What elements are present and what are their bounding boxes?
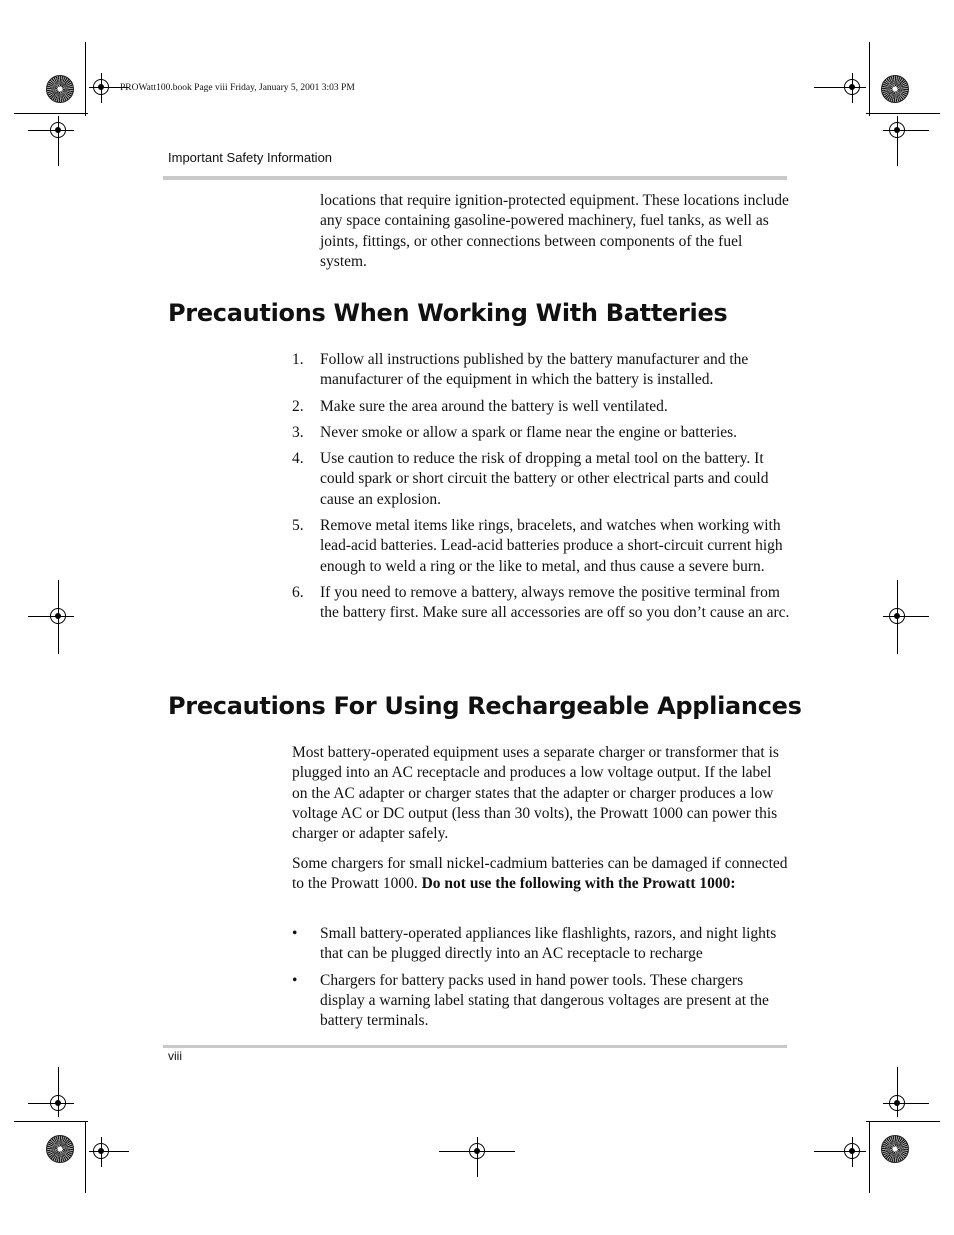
list-item-text: Chargers for battery packs used in hand power tools. These chargers display a warning label stating that dangerous voltages are present at the battery terminals. — [320, 971, 769, 1030]
appliances-paragraph-1: Most battery-operated equipment uses a separate charger or transformer that is plugged into an AC receptacle and produces a low voltage output. If the label on the AC adapter or charger states that the adapter or charger produces a low voltage AC or DC output (less than 30 volts), the Prowatt 1000 can power this charger or adapter safely. — [292, 744, 779, 843]
list-item-text: Never smoke or allow a spark or flame near the engine or batteries. — [320, 423, 738, 441]
list-item-text: Small battery-operated appliances like flashlights, razors, and night lights that can be plugged directly into an AC receptacle to recharge — [320, 925, 777, 963]
crop-mark — [85, 1121, 86, 1193]
list-number: 5. — [292, 517, 304, 535]
color-wheel-icon — [881, 75, 909, 103]
list-item-text: Remove metal items like rings, bracelets, and watches when working with lead-acid batteries. Lead-acid batteries produce a short-circuit current high enough to weld a ring or the like to metal, and thus cause a severe burn. — [320, 517, 783, 575]
list-item — [292, 449, 790, 510]
header-rule — [163, 176, 787, 180]
bullet-icon: • — [292, 925, 298, 942]
list-item — [292, 971, 790, 1032]
crop-mark — [869, 42, 870, 116]
running-head: Important Safety Information — [168, 150, 333, 165]
color-wheel-icon — [46, 75, 74, 103]
footer-rule — [163, 1045, 787, 1048]
list-number: 3. — [292, 423, 304, 441]
appliances-paragraph-2 — [292, 854, 790, 895]
list-item — [292, 516, 790, 577]
list-item-text: Use caution to reduce the risk of dropping a metal tool on the battery. It could spark or short circuit the battery or other electrical parts and could cause an explosion. — [320, 450, 769, 508]
list-item-text: Follow all instructions published by the battery manufacturer and the manufacturer of the equipment in which the battery is installed. — [320, 351, 749, 389]
crop-mark — [14, 113, 88, 114]
appliances-paragraph-2-text: Some chargers for small nickel-cadmium batteries can be damaged if connected to the Prowatt 1000. — [292, 855, 788, 893]
battery-precautions-list — [292, 350, 790, 630]
section-heading-batteries: Precautions When Working With Batteries — [168, 299, 728, 327]
color-wheel-icon — [881, 1135, 909, 1163]
list-number: 2. — [292, 397, 304, 415]
bullet-icon: • — [292, 971, 298, 989]
list-item — [292, 350, 790, 391]
crop-mark — [866, 1121, 940, 1122]
intro-paragraph: locations that require ignition-protected equipment. These locations include any space containing gasoline-powered machinery, fuel tanks, as well as joints, fittings, or other connections between components of the fuel system. — [320, 192, 789, 270]
crop-mark — [14, 1121, 88, 1122]
crop-mark — [869, 1121, 870, 1193]
crop-mark — [85, 42, 86, 116]
list-number: 6. — [292, 583, 304, 601]
list-item-text: Make sure the area around the battery is well ventilated. — [320, 397, 668, 415]
list-item — [292, 583, 790, 624]
section-heading-appliances: Precautions For Using Rechargeable Appliances — [168, 692, 802, 720]
list-item — [292, 924, 790, 965]
list-number: 1. — [292, 351, 304, 368]
list-item — [292, 423, 790, 443]
appliances-bullet-list — [292, 924, 790, 1037]
list-number: 4. — [292, 450, 304, 468]
list-item-text: If you need to remove a battery, always remove the positive terminal from the battery first. Make sure all accessories are off so you don’t cause an arc. — [320, 583, 790, 622]
page-number: viii — [168, 1049, 182, 1063]
list-item — [292, 397, 790, 417]
crop-mark — [866, 113, 940, 114]
print-slug: PROWatt100.book Page viii Friday, January 5, 2001 3:03 PM — [120, 83, 355, 93]
appliances-warning-bold: Do not use the following with the Prowatt 1000: — [421, 875, 736, 893]
color-wheel-icon — [46, 1135, 74, 1163]
